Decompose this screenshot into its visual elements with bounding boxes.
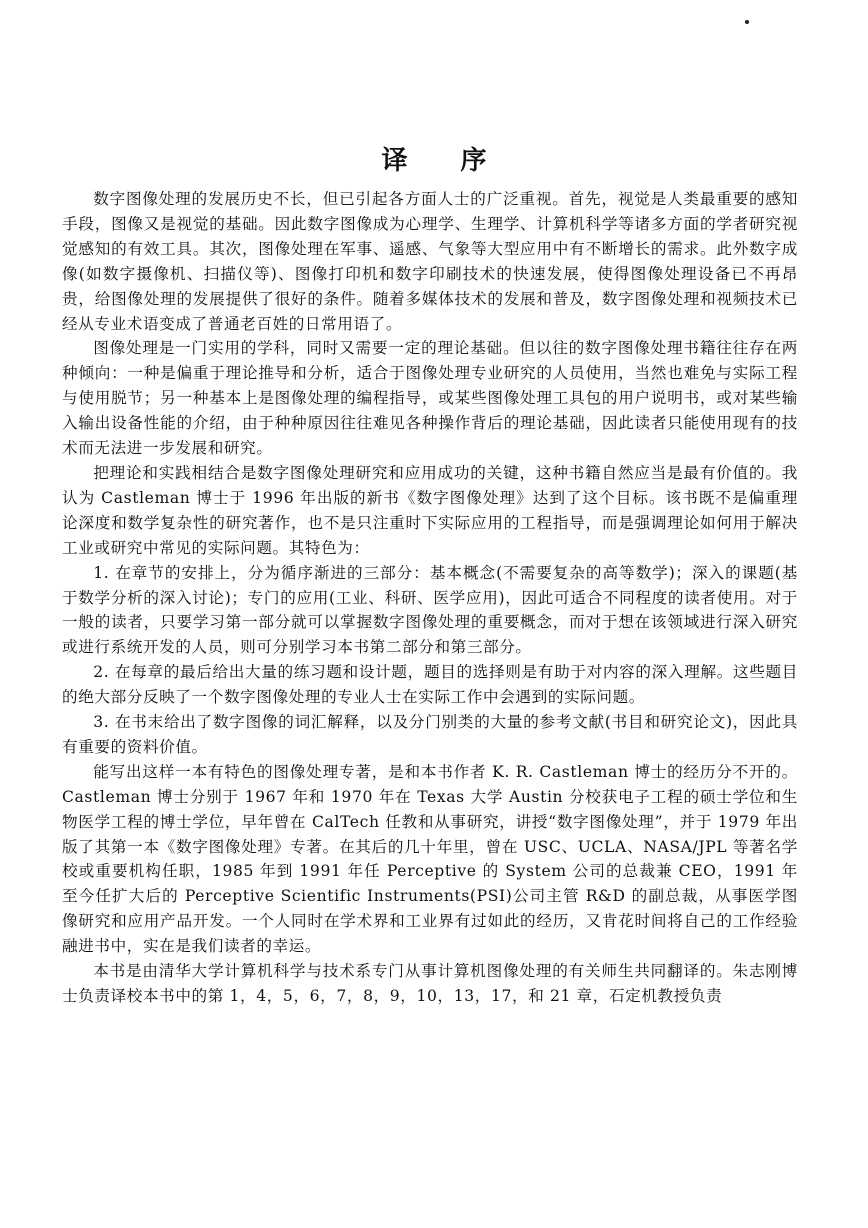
- page-mark-dot: [745, 20, 749, 24]
- preface-body: [62, 187, 798, 1009]
- paragraph-8: 本书是由清华大学计算机科学与技术系专门从事计算机图像处理的有关师生共同翻译的。朱志刚博士负责译校本书中的第 1，4，5，6，7，8，9，10，13，17，和 21 章，石定机教授负责: [62, 962, 798, 1005]
- paragraph-6: 3. 在书末给出了数字图像的词汇解释，以及分门别类的大量的参考文献(书目和研究论文)，因此具有重要的资料价值。: [62, 713, 798, 756]
- paragraph-3: 把理论和实践相结合是数字图像处理研究和应用成功的关键，这种书籍自然应当是最有价值的。我认为 Castleman 博士于 1996 年出版的新书《数字图像处理》达到了这个目标。该书既不是偏重理论深度和数学复杂性的研究著作，也不是只注重时下实际应用的工程指导，而是强调理论如何用于解决工业或研究中常见的实际问题。其特色为：: [62, 463, 798, 557]
- paragraph-7: 能写出这样一本有特色的图像处理专著，是和本书作者 K. R. Castleman 博士的经历分不开的。Castleman 博士分别于 1967 年和 1970 年在 Texas 大学 Austin 分校获电子工程的硕士学位和生物医学工程的博士学位，早年曾在 CalTech 任教和从事研究，讲授“数字图像处理”，并于 1979 年出版了其第一本《数字图像处理》专著。在其后的几十年里，曾在 USC、UCLA、NASA/JPL 等著名学校或重要机构任职，1985 年到 1991 年任 Perceptive 的 System 公司的总裁兼 CEO，1991 年至今任扩大后的 Perceptive Scientific Instruments(PSI)公司主管 R&D 的副总裁，从事医学图像研究和应用产品开发。一个人同时在学术界和工业界有过如此的经历，又肯花时间将自己的工作经验融进书中，实在是我们读者的幸运。: [62, 762, 798, 956]
- paragraph-5: 2. 在每章的最后给出大量的练习题和设计题，题目的选择则是有助于对内容的深入理解。这些题目的绝大部分反映了一个数字图像处理的专业人士在实际工作中会遇到的实际问题。: [62, 663, 798, 707]
- paragraph-2: 图像处理是一门实用的学科，同时又需要一定的理论基础。但以往的数字图像处理书籍往往存在两种倾向：一种是偏重于理论推导和分析，适合于图像处理专业研究的人员使用，当然也难免与实际工程与使用脱节；另一种基本上是图像处理的编程指导，或某些图像处理工具包的用户说明书，或对某些输入输出设备性能的介绍，由于种种原因往往难见各种操作背后的理论基础，因此读者只能使用现有的技术而无法进一步发展和研究。: [62, 339, 798, 458]
- page-title: 译 序: [381, 146, 509, 176]
- paragraph-4: 1. 在章节的安排上，分为循序渐进的三部分：基本概念(不需要复杂的高等数学)；深入的课题(基于数学分析的深入讨论)；专门的应用(工业、科研、医学应用)，因此可适合不同程度的读者使用。对于一般的读者，只要学习第一部分就可以掌握数字图像处理的重要概念，而对于想在该领域进行深入研究或进行系统开发的人员，则可分别学习本书第二部分和第三部分。: [62, 563, 798, 657]
- paragraph-1: 数字图像处理的发展历史不长，但已引起各方面人士的广泛重视。首先，视觉是人类最重要的感知手段，图像又是视觉的基础。因此数字图像成为心理学、生理学、计算机科学等诸多方面的学者研究视觉感知的有效工具。其次，图像处理在军事、遥感、气象等大型应用中有不断增长的需求。此外数字成像(如数字摄像机、扫描仪等)、图像打印机和数字印刷技术的快速发展，使得图像处理设备已不再昂贵，给图像处理的发展提供了很好的条件。随着多媒体技术的发展和普及，数字图像处理和视频技术已经从专业术语变成了普通老百姓的日常用语了。: [62, 190, 798, 333]
